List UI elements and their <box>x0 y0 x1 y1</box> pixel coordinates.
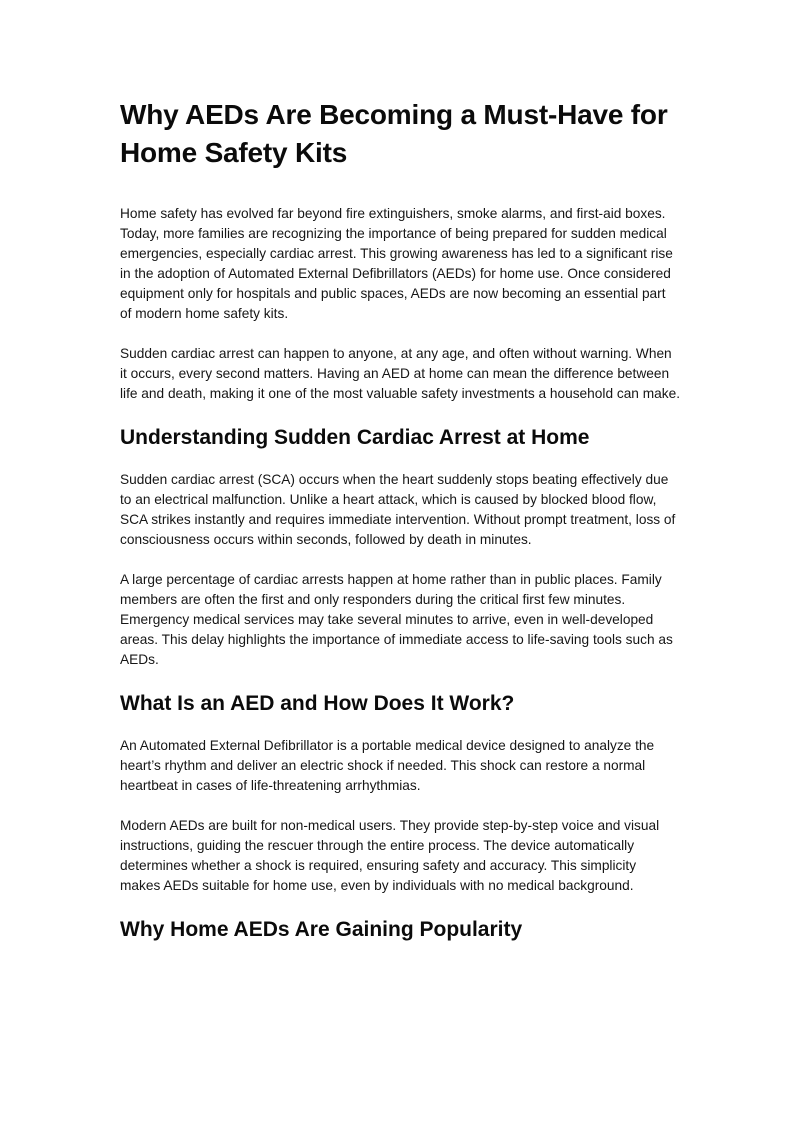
section-what-is-aed <box>120 690 680 896</box>
section-heading: What Is an AED and How Does It Work? <box>120 692 515 715</box>
intro-paragraph-2: Sudden cardiac arrest can happen to anyone, at any age, and often without warning. When it occurs, every second matters. Having an AED at home can mean the difference between life and death, making it one of the most valuable safety investments a household can make. <box>120 346 680 401</box>
intro-paragraph-1: Home safety has evolved far beyond fire extinguishers, smoke alarms, and first-aid boxes. Today, more families are recognizing the importance of being prepared for sudden medical emergencies, especially cardiac arrest. This growing awareness has led to a significant rise in the adoption of Automated External Defibrillators (AEDs) for home use. Once considered equipment only for hospitals and public spaces, AEDs are now becoming an essential part of modern home safety kits. <box>120 206 673 321</box>
document-page <box>120 96 680 962</box>
section-paragraph: A large percentage of cardiac arrests happen at home rather than in public places. Family members are often the first and only responders during the critical first few minutes. Emergency medical services may take several minutes to arrive, even in well-developed areas. This delay highlights the importance of immediate access to life-saving tools such as AEDs. <box>120 572 673 667</box>
section-popularity <box>120 916 680 944</box>
section-paragraph: An Automated External Defibrillator is a portable medical device designed to analyze the heart’s rhythm and deliver an electric shock if needed. This shock can restore a normal heartbeat in cases of life-threatening arrhythmias. <box>120 738 655 793</box>
section-paragraph: Modern AEDs are built for non-medical users. They provide step-by-step voice and visual instructions, guiding the rescuer through the entire process. The device automatically determines whether a shock is required, ensuring safety and accuracy. This simplicity makes AEDs suitable for home use, even by individuals with no medical background. <box>120 818 660 893</box>
section-paragraph: Sudden cardiac arrest (SCA) occurs when the heart suddenly stops beating effectively due to an electrical malfunction. Unlike a heart attack, which is caused by blocked blood flow, SCA strikes instantly and requires immediate intervention. Without prompt treatment, loss of consciousness occurs within seconds, followed by death in minutes. <box>120 472 676 547</box>
section-heading: Understanding Sudden Cardiac Arrest at Home <box>120 426 590 449</box>
section-heading: Why Home AEDs Are Gaining Popularity <box>120 918 523 941</box>
section-sca <box>120 424 680 670</box>
article-title: Why AEDs Are Becoming a Must-Have for Home Safety Kits <box>120 99 668 168</box>
